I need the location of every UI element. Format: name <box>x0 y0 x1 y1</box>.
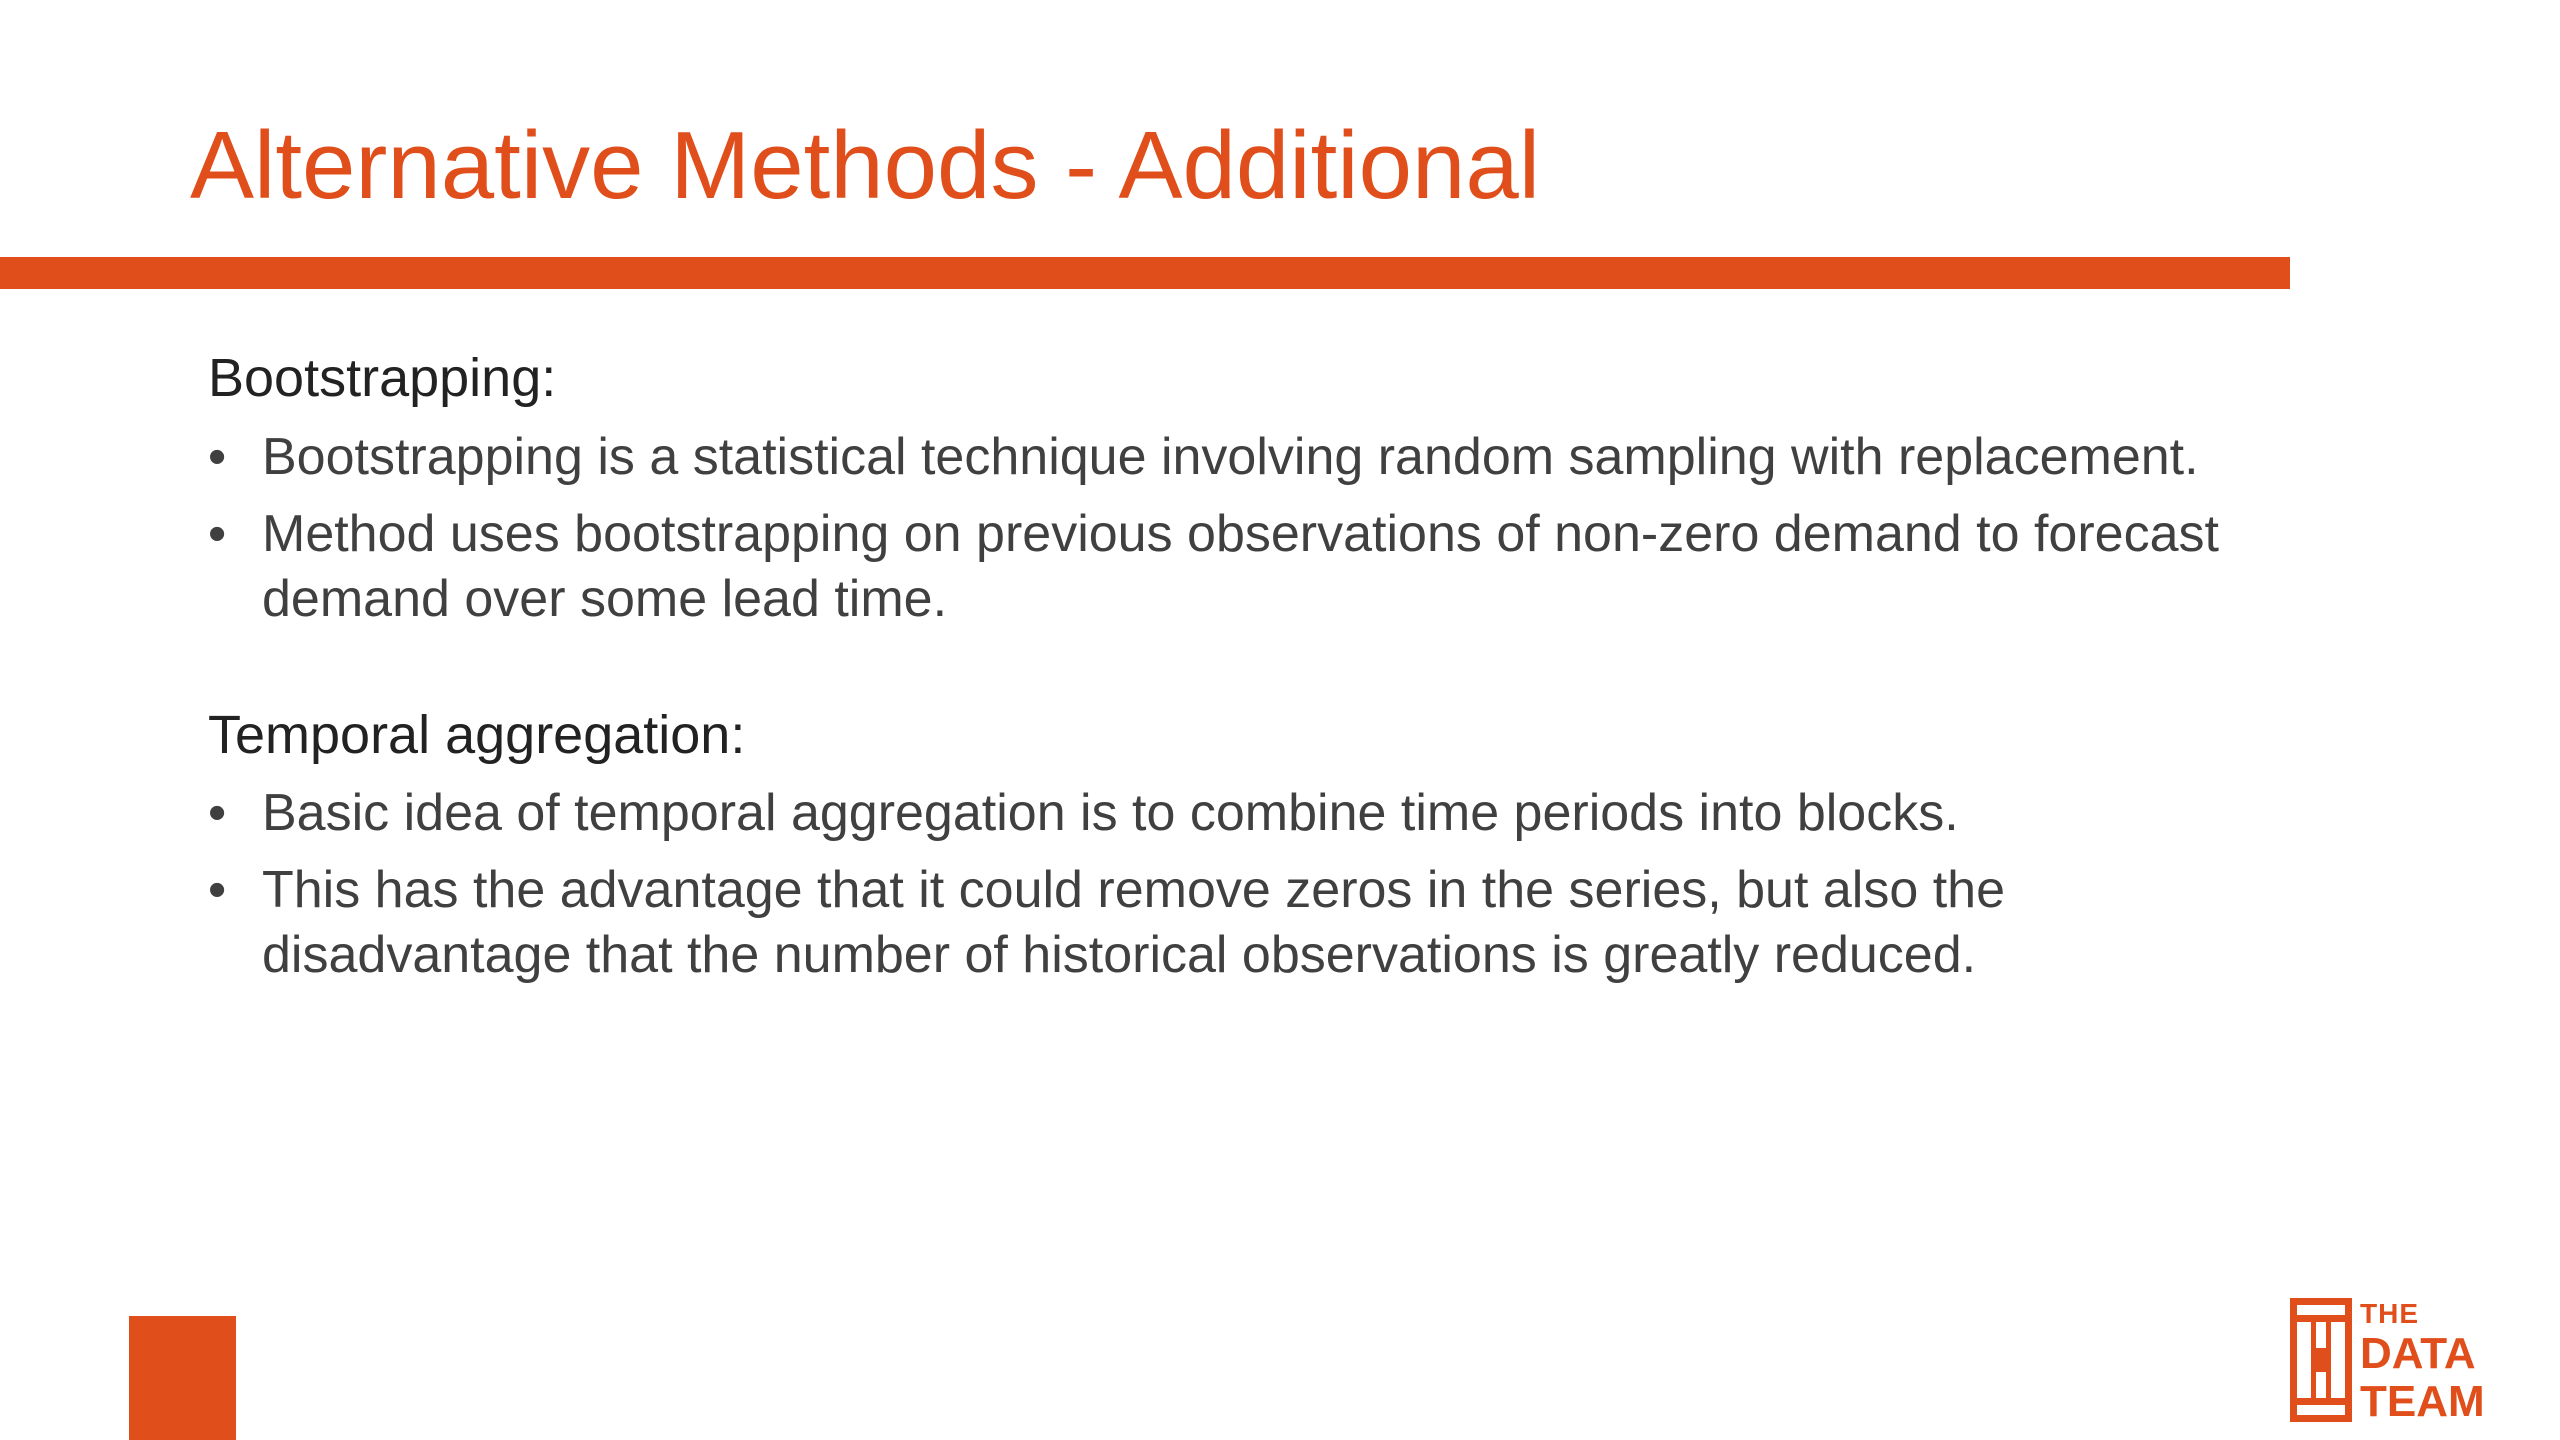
data-team-logo-icon <box>2290 1298 2352 1422</box>
section-temporal-aggregation <box>208 702 2308 989</box>
company-logo <box>2290 1298 2510 1426</box>
logo-line: TEAM <box>2360 1377 2485 1426</box>
bullet-item: • This has the advantage that it could remove zeros in the series, but also the disadvantage that the number of historical observations is greatly reduced. <box>208 858 2308 988</box>
slide-content <box>208 345 2308 1000</box>
section-heading: Temporal aggregation: <box>208 704 746 765</box>
logo-line: DATA <box>2360 1329 2476 1378</box>
logo-line: THE <box>2360 1298 2419 1329</box>
section-bootstrapping <box>208 345 2308 632</box>
slide-title: Alternative Methods - Additional <box>190 112 1541 219</box>
corner-accent-block <box>129 1316 236 1440</box>
bullet-item: • Bootstrapping is a statistical technique involving random sampling with replacement. <box>208 425 2308 490</box>
title-divider <box>0 257 2290 289</box>
bullet-item: • Method uses bootstrapping on previous observations of non-zero demand to forecast demand over some lead time. <box>208 502 2308 632</box>
bullet-item: • Basic idea of temporal aggregation is to combine time periods into blocks. <box>208 781 2308 846</box>
bullet-list <box>208 425 2308 632</box>
bullet-list <box>208 781 2308 988</box>
logo-wordmark <box>2360 1298 2510 1426</box>
section-heading: Bootstrapping: <box>208 348 557 408</box>
